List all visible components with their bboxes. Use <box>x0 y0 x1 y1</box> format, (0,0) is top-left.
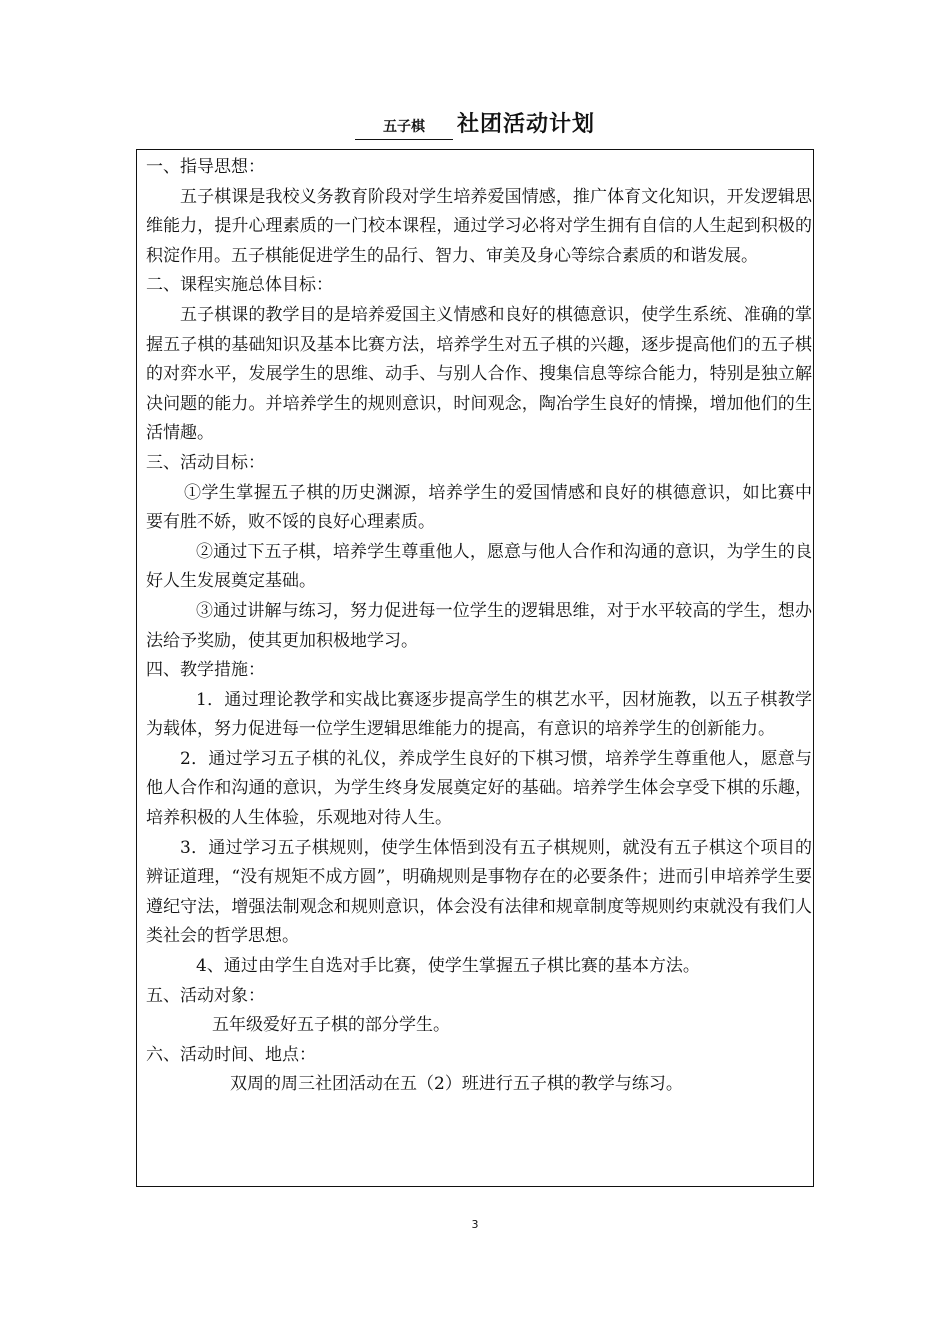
paragraph-measure-3: 3．通过学习五子棋规则，使学生体悟到没有五子棋规则，就没有五子棋这个项目的辨证道理，“没有规矩不成方圆”，明确规则是事物存在的必要条件；进而引申培养学生要遵纪守法，增强法制观念和规则意识，体会没有法律和规章制度等规则约束就没有我们人类社会的哲学思想。 <box>146 837 812 947</box>
plan-content <box>146 153 812 1100</box>
paragraph-activity-targets: 五年级爱好五子棋的部分学生。 <box>212 1015 450 1036</box>
paragraph-overall-goals: 五子棋课的教学目的是培养爱国主义情感和良好的棋德意识，使学生系统、准确的掌握五子棋的基础知识及基本比赛方法，培养学生对五子棋的兴趣，逐步提高他们的五子棋的对弈水平，发展学生的思维、动手、与别人合作、搜集信息等综合能力，特别是独立解决问题的能力。并培养学生的规则意识，时间观念，陶冶学生良好的情操，增加他们的生活情趣。 <box>146 304 812 444</box>
paragraph-activity-goal-2: ②通过下五子棋，培养学生尊重他人，愿意与他人合作和沟通的意识，为学生的良好人生发展奠定基础。 <box>146 541 812 592</box>
club-name-field: 五子棋 <box>355 116 453 140</box>
paragraph-measure-2: 2．通过学习五子棋的礼仪，养成学生良好的下棋习惯，培养学生尊重他人，愿意与他人合作和沟通的意识，为学生终身发展奠定好的基础。培养学生体会享受下棋的乐趣，培养积极的人生体验，乐观地对待人生。 <box>146 748 812 829</box>
section-heading-overall-goals: 二、课程实施总体目标： <box>146 275 333 296</box>
plan-table-cell <box>136 149 814 1187</box>
page-number: 3 <box>471 1218 479 1231</box>
paragraph-activity-goal-1: ①学生掌握五子棋的历史渊源，培养学生的爱国情感和良好的棋德意识，如比赛中要有胜不娇，败不馁的良好心理素质。 <box>146 482 812 533</box>
section-heading-guiding-thought: 一、指导思想： <box>146 157 265 177</box>
section-heading-activity-goals: 三、活动目标： <box>146 452 265 473</box>
document-title: 社团活动计划 <box>456 112 595 137</box>
paragraph-activity-goal-3: ③通过讲解与练习，努力促进每一位学生的逻辑思维，对于水平较高的学生，想办法给予奖励，使其更加积极地学习。 <box>146 600 812 651</box>
paragraph-measure-4: 4、通过由学生自选对手比赛，使学生掌握五子棋比赛的基本方法。 <box>196 956 700 977</box>
paragraph-time-location: 双周的周三社团活动在五（2）班进行五子棋的教学与练习。 <box>230 1074 683 1095</box>
section-heading-time-location: 六、活动时间、地点： <box>146 1044 316 1065</box>
paragraph-guiding-thought: 五子棋课是我校义务教育阶段对学生培养爱国情感，推广体育文化知识，开发逻辑思维能力，提升心理素质的一门校本课程，通过学习必将对学生拥有自信的人生起到积极的积淀作用。五子棋能促进学生的品行、智力、审美及身心等综合素质的和谐发展。 <box>146 186 812 266</box>
paragraph-measure-1: 1．通过理论教学和实战比赛逐步提高学生的棋艺水平，因材施教，以五子棋教学为载体，努力促进每一位学生逻辑思维能力的提高，有意识的培养学生的创新能力。 <box>146 689 812 740</box>
title-row <box>0 104 950 140</box>
section-heading-activity-targets: 五、活动对象： <box>146 985 265 1006</box>
section-heading-teaching-measures: 四、教学措施： <box>146 660 265 681</box>
